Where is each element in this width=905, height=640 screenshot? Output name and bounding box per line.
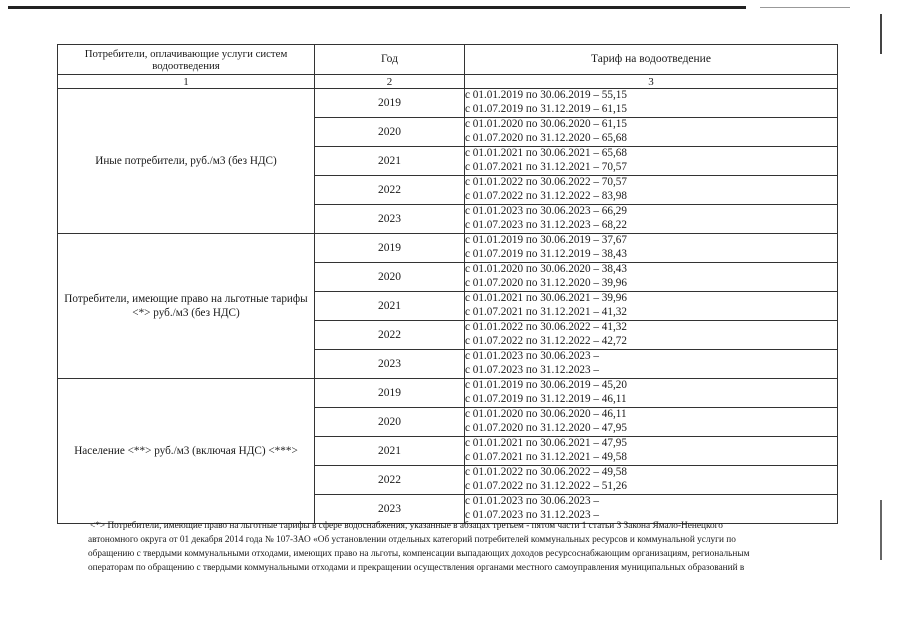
tariff-period: с 01.01.2023 по 30.06.2023 – 66,29: [465, 205, 627, 217]
column-number-2: 2: [315, 75, 465, 89]
tariff-period: с 01.01.2020 по 30.06.2020 – 46,11: [465, 408, 627, 420]
footnote-line: автономного округа от 01 декабря 2014 года № 107-ЗАО «Об установлении отдельных категорий потребителей коммунальных ресурсов и коммунальной услуги по: [88, 535, 736, 545]
tariff-cell: [465, 176, 838, 205]
tariff-period: с 01.07.2020 по 31.12.2020 – 47,95: [465, 422, 627, 434]
column-number-1: 1: [58, 75, 315, 89]
year-cell: 2022: [315, 176, 465, 205]
tariff-period: с 01.07.2019 по 31.12.2019 – 46,11: [465, 393, 627, 405]
footnote-line: обращению с твердыми коммунальными отходами, имеющих право на льготы, компенсации выпадающих доходов ресурсоснабжающим организациям, региональным: [88, 549, 750, 559]
year-cell: 2021: [315, 292, 465, 321]
tariff-period: с 01.01.2022 по 30.06.2022 – 41,32: [465, 321, 627, 333]
header-year: Год: [315, 45, 465, 75]
year-cell: 2022: [315, 321, 465, 350]
tariff-period: с 01.07.2022 по 31.12.2022 – 51,26: [465, 480, 627, 492]
tariff-cell: [465, 89, 838, 118]
year-cell: 2021: [315, 437, 465, 466]
year-cell: 2020: [315, 263, 465, 292]
tariff-period: с 01.07.2019 по 31.12.2019 – 61,15: [465, 103, 627, 115]
year-cell: 2019: [315, 379, 465, 408]
tariff-period: с 01.01.2023 по 30.06.2023 –: [465, 495, 600, 507]
tariff-period: с 01.07.2021 по 31.12.2021 – 41,32: [465, 306, 627, 318]
tariff-period: с 01.01.2021 по 30.06.2021 – 65,68: [465, 147, 627, 159]
year-cell: 2019: [315, 89, 465, 118]
scan-edge-mark-lower: [880, 500, 882, 560]
tariff-cell: [465, 408, 838, 437]
tariff-cell: [465, 379, 838, 408]
tariff-period: с 01.07.2019 по 31.12.2019 – 38,43: [465, 248, 627, 260]
tariff-cell: [465, 350, 838, 379]
tariff-period: с 01.01.2023 по 30.06.2023 –: [465, 350, 600, 362]
tariff-period: с 01.07.2023 по 31.12.2023 –: [465, 509, 600, 521]
tariff-period: с 01.01.2021 по 30.06.2021 – 47,95: [465, 437, 627, 449]
tariff-table-body: [58, 89, 838, 524]
tariff-cell: [465, 466, 838, 495]
tariff-cell: [465, 292, 838, 321]
table-row: [58, 379, 838, 408]
column-number-3: 3: [465, 75, 838, 89]
consumer-group-label: Потребители, имеющие право на льготные тарифы <*> руб./м3 (без НДС): [58, 234, 315, 379]
tariff-cell: [465, 234, 838, 263]
consumer-group-label: Население <**> руб./м3 (включая НДС) <***>: [58, 379, 315, 524]
header-consumers: Потребители, оплачивающие услуги систем водоотведения: [58, 45, 315, 75]
tariff-cell: [465, 118, 838, 147]
tariff-cell: [465, 147, 838, 176]
table-row: [58, 234, 838, 263]
consumer-group-label: Иные потребители, руб./м3 (без НДС): [58, 89, 315, 234]
year-cell: 2020: [315, 118, 465, 147]
year-cell: 2023: [315, 205, 465, 234]
tariff-period: с 01.07.2020 по 31.12.2020 – 65,68: [465, 132, 627, 144]
footnote-line: <*> Потребители, имеющие право на льготные тарифы в сфере водоснабжения, указанные в абзацах третьем - пятом части 1 статьи 3 Закона Ямало-Ненецкого: [90, 521, 723, 531]
tariff-period: с 01.07.2022 по 31.12.2022 – 83,98: [465, 190, 627, 202]
tariff-period: с 01.07.2023 по 31.12.2023 –: [465, 364, 600, 376]
footnote-line: операторам по обращению с твердыми коммунальными отходами и прекращении осуществления органами местного самоуправления муниципальных образований в: [88, 563, 745, 573]
tariff-period: с 01.01.2020 по 30.06.2020 – 61,15: [465, 118, 627, 130]
tariff-cell: [465, 263, 838, 292]
year-cell: 2023: [315, 495, 465, 524]
tariff-period: с 01.07.2021 по 31.12.2021 – 49,58: [465, 451, 627, 463]
year-cell: 2022: [315, 466, 465, 495]
tariff-table: [57, 44, 838, 524]
tariff-period: с 01.01.2019 по 30.06.2019 – 45,20: [465, 379, 627, 391]
tariff-period: с 01.07.2020 по 31.12.2020 – 39,96: [465, 277, 627, 289]
tariff-period: с 01.01.2021 по 30.06.2021 – 39,96: [465, 292, 627, 304]
top-faint-line: [760, 7, 850, 8]
header-tariff: Тариф на водоотведение: [465, 45, 838, 75]
tariff-period: с 01.01.2019 по 30.06.2019 – 55,15: [465, 89, 627, 101]
footnote: [88, 519, 830, 575]
tariff-period: с 01.07.2021 по 31.12.2021 – 70,57: [465, 161, 627, 173]
tariff-period: с 01.01.2022 по 30.06.2022 – 49,58: [465, 466, 627, 478]
tariff-period: с 01.01.2022 по 30.06.2022 – 70,57: [465, 176, 627, 188]
year-cell: 2019: [315, 234, 465, 263]
tariff-period: с 01.01.2019 по 30.06.2019 – 37,67: [465, 234, 627, 246]
tariff-cell: [465, 321, 838, 350]
tariff-period: с 01.01.2020 по 30.06.2020 – 38,43: [465, 263, 627, 275]
scan-edge-mark: [880, 14, 882, 54]
tariff-period: с 01.07.2022 по 31.12.2022 – 42,72: [465, 335, 627, 347]
tariff-period: с 01.07.2023 по 31.12.2023 – 68,22: [465, 219, 627, 231]
tariff-cell: [465, 437, 838, 466]
year-cell: 2023: [315, 350, 465, 379]
tariff-cell: [465, 205, 838, 234]
year-cell: 2021: [315, 147, 465, 176]
table-row: [58, 89, 838, 118]
top-border-line: [8, 6, 746, 9]
year-cell: 2020: [315, 408, 465, 437]
